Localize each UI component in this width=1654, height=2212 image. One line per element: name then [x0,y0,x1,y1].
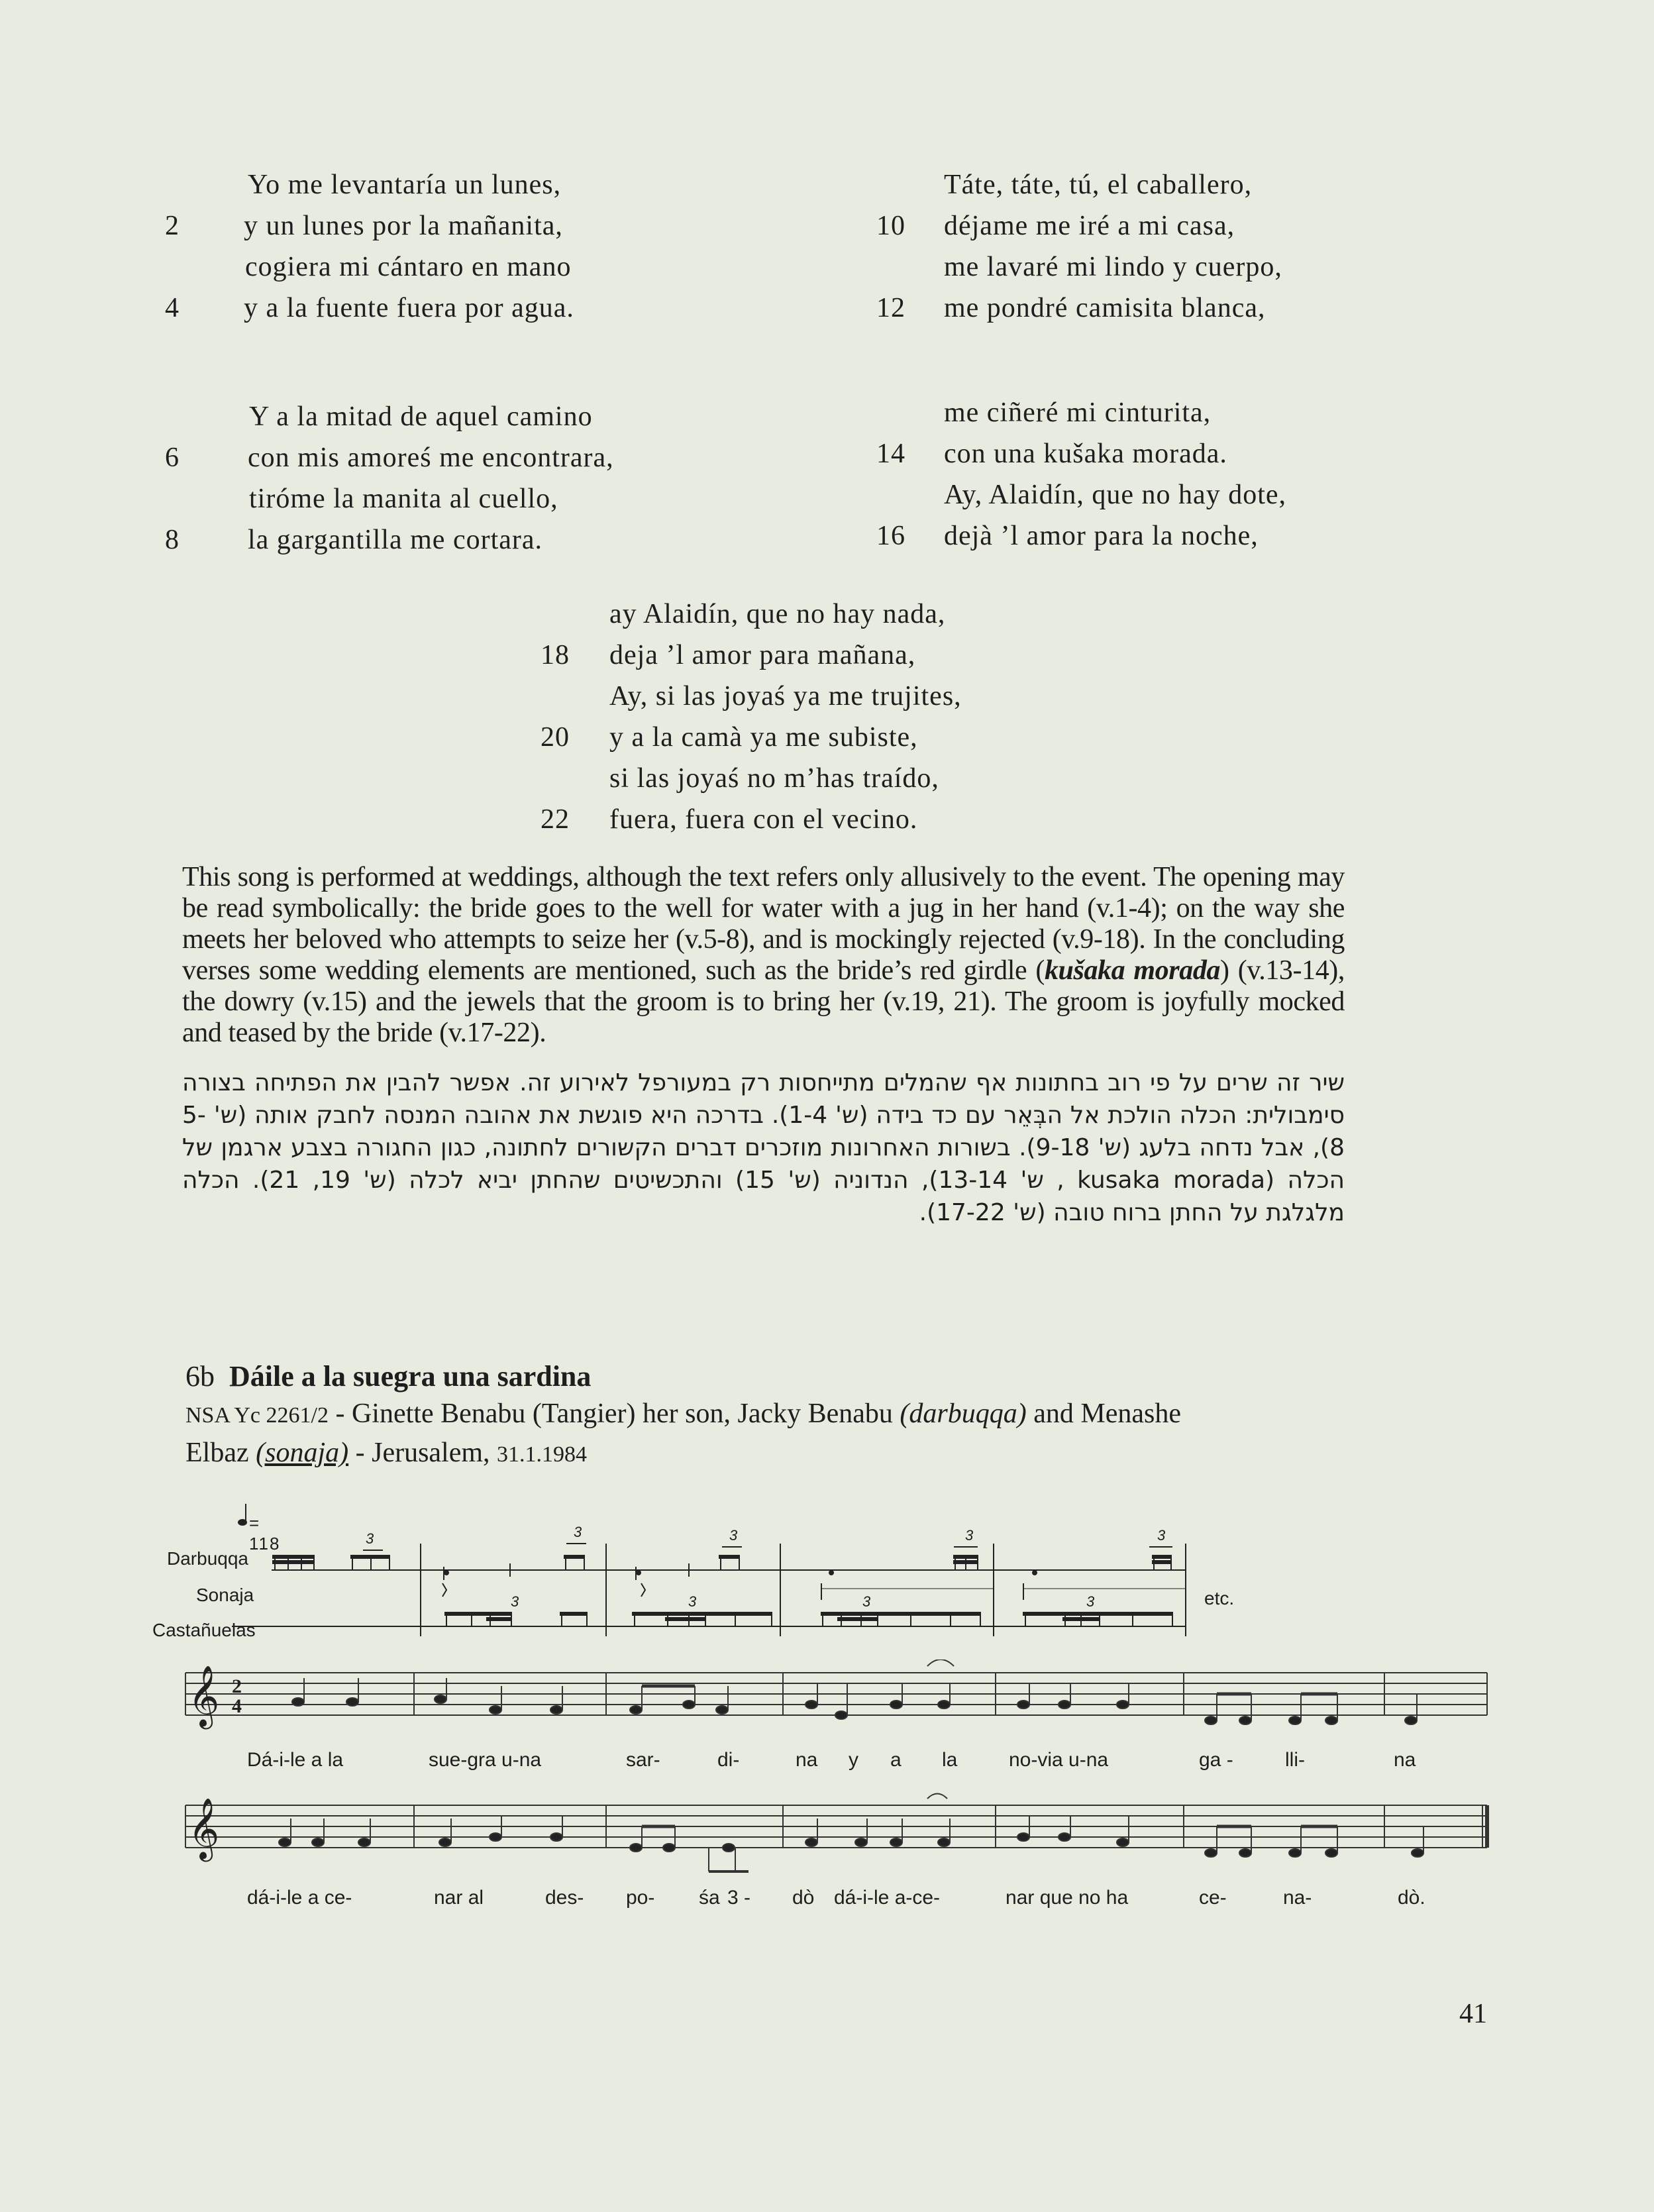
recording-singer: - Ginette Benabu (Tangier) her son, Jacky Benabu [328,1398,900,1429]
verse-line [159,205,709,246]
verse-line [159,396,709,437]
stanza-2 [871,164,1414,329]
recording-name: Elbaz [185,1438,256,1468]
lyric-syllable: na [796,1749,818,1771]
verse-text: y a la camà ya me subiste, [609,722,918,753]
lyric-syllable: no-via u-na [1009,1749,1109,1771]
verse-line [159,478,709,519]
time-signature-bottom: 4 [232,1695,242,1717]
lyric-syllable: y [849,1749,858,1771]
verse-line [535,717,1085,758]
verse-text: dejà ’l amor para la noche, [944,521,1259,551]
lyric-syllable: sue-gra u-na [429,1749,542,1771]
lyric-syllable: Dá-i-le a la [247,1749,344,1771]
verse-line [871,288,1414,329]
melody-staff-2 [179,1792,1490,1885]
stanza-1 [159,164,709,329]
verse-line [535,635,1085,676]
instrument-darbuqqa: (darbuqqa) [900,1398,1027,1429]
triplet-label: 3 [965,1527,974,1544]
lyric-syllable: a [890,1749,902,1771]
recording-place: - Jerusalem, [348,1438,497,1468]
lyric-syllable: dò. [1398,1887,1425,1909]
recording-code: NSA Yc 2261/2 [185,1403,329,1428]
verse-number: 2 [165,211,180,241]
verse-line [871,433,1414,474]
lyric-syllable: sar- [626,1749,660,1771]
verse-text: con mis amoreś me encontrara, [248,443,614,473]
verse-text: cogiera mi cántaro en mano [245,252,572,282]
triplet-label: 3 [729,1527,738,1544]
lyric-syllable: nar al [434,1887,484,1909]
lyric-syllable: la [942,1749,958,1771]
triplet-label: 3 [511,1593,519,1610]
treble-clef-icon: 𝄞 [188,1797,220,1859]
triplet-label: 3 [1086,1593,1095,1610]
verse-text: me lavaré mi lindo y cuerpo, [944,252,1282,282]
verse-text: fuera, fuera con el vecino. [609,804,918,835]
verse-line [159,246,709,288]
instrument-label-sonaja: Sonaja [196,1585,254,1605]
verse-text: me ciñeré mi cinturita, [944,397,1212,428]
triplet-label: 3 [366,1530,374,1547]
verse-text: ay Alaidín, que no hay nada, [609,599,946,629]
verse-number: 12 [876,293,905,323]
song-number: 6b [185,1360,215,1393]
verse-line [871,246,1414,288]
english-commentary [182,862,1345,1049]
verse-number: 16 [876,521,905,551]
verse-text: con una kušaka morada. [944,439,1227,469]
verse-line [159,437,709,478]
verse-line [159,288,709,329]
page-number: 41 [1459,1999,1487,2029]
lyric-syllable: nar que no ha [1006,1887,1129,1909]
percussion-notation [0,1517,1325,1650]
verse-text: Yo me levantaría un lunes, [248,170,562,200]
recording-and: and Menashe [1026,1398,1182,1429]
verse-line [535,676,1085,717]
time-signature-top: 2 [232,1675,242,1697]
recording-info [185,1395,1365,1473]
lyric-syllable: dò [792,1887,815,1909]
lyric-syllable: ce- [1199,1887,1227,1909]
instrument-sonaja: (sonaja) [256,1438,349,1468]
verse-text: Ay, Alaidín, que no hay dote, [944,480,1287,510]
verse-number: 14 [876,439,905,469]
lyric-syllable: 3 - [727,1887,751,1909]
lyric-syllable: dá-i-le a ce- [247,1887,352,1909]
verse-number: 20 [541,722,570,753]
melody-staff-1 [179,1659,1490,1739]
verse-number: 22 [541,804,570,835]
instrument-label-castanuelas: Castañuelas [152,1620,256,1640]
verse-line [535,758,1085,799]
verse-line [535,594,1085,635]
verse-text: Ay, si las joyaś ya me trujites, [609,681,962,711]
song-heading [185,1359,591,1393]
treble-clef-icon: 𝄞 [188,1665,220,1726]
verse-text: y un lunes por la mañanita, [244,211,563,241]
verse-number: 18 [541,640,570,670]
verse-line [871,515,1414,556]
triplet-label: 3 [688,1593,697,1610]
hebrew-commentary: שיר זה שרים על פי רוב בחתונות אף שהמלים מתייחסות רק במעורפל לאירוע זה. אפשר להבין את הפתיחה בצורה סימבולית: הכלה הולכת אל הבְּאֵר עם כד בידה (ש' 1-4). בדרכה היא פוגשת את אהובה המנסה לחבק אותה (ש' 5-8), אבל נדחה בלעג (ש' 9-18). בשורות האחרונות מוזכרים דברים הקשורים לחתונה, כגון החגורה בצבע ארגמן של הכלה (kusaka morada , ש' 13-14), הנדוניה (ש' 15) והתכשיטים שהחתן יביא לכלה (ש' 19, 21). הכלה מלגלגת על החתן ברוח טובה (ש' 17-22). [182,1069,1345,1226]
verse-number: 4 [165,293,180,323]
triplet-label: 3 [1157,1527,1166,1544]
triplet-label: 3 [862,1593,871,1610]
lyric-syllable: ga - [1199,1749,1233,1771]
commentary-text: This song is performed at weddings, although the text refers only allusively to the event. The opening may be read symbolically: the bride goes to the well for water with a jug in her hand (v.1-4); on the way she meets her beloved who attempts to seize her (v.5-8), and is mockingly rejected (v.9-18). In the concluding verses some wedding elements are mentioned, such as the bride’s red girdle ( [182,862,1345,986]
verse-number: 10 [876,211,905,241]
verse-line [535,799,1085,840]
song-title: Dáile a la suegra una sardina [229,1360,592,1393]
verse-line [871,205,1414,246]
verse-text: tiróme la manita al cuello, [249,484,558,514]
commentary-term: kušaka morada [1044,955,1221,986]
verse-line [159,164,709,205]
verse-line [871,474,1414,515]
tempo-marking: = 118 [249,1513,281,1554]
lyric-syllable: na- [1283,1887,1312,1909]
verse-text: me pondré camisita blanca, [944,293,1266,323]
lyric-syllable: des- [545,1887,584,1909]
verse-text: la gargantilla me cortara. [248,525,543,555]
verse-number: 6 [165,443,180,473]
etc-label: etc. [1204,1588,1235,1608]
verse-text: deja ’l amor para mañana, [609,640,916,670]
verse-line [871,392,1414,433]
recording-date: 31.1.1984 [497,1442,588,1467]
verse-line [159,519,709,560]
verse-text: Y a la mitad de aquel camino [249,401,593,432]
verse-text: déjame me iré a mi casa, [944,211,1235,241]
stanza-5 [535,594,1085,840]
commentary-text: ) (v.13-14), the dowry (v.15) and the jewels that the groom is to bring her (v.19, 21). The groom is joyfully mocked and teased by the bride (v.17-22). [182,955,1345,1048]
lyric-syllable: na [1394,1749,1416,1771]
stanza-4 [871,392,1414,556]
lyric-syllable: dá-i-le a-ce- [834,1887,941,1909]
verse-text: y a la fuente fuera por agua. [244,293,574,323]
lyric-syllable: di- [717,1749,740,1771]
lyric-syllable: lli- [1285,1749,1305,1771]
verse-line [871,164,1414,205]
verse-text: si las joyaś no m’has traído, [609,763,939,794]
lyric-syllable: po- [626,1887,655,1909]
verse-number: 8 [165,525,180,555]
instrument-label-darbuqqa: Darbuqqa [167,1548,248,1569]
triplet-label: 3 [574,1524,582,1540]
stanza-3 [159,396,709,560]
verse-text: Táte, táte, tú, el caballero, [944,170,1253,200]
lyric-syllable: śa [699,1887,720,1909]
